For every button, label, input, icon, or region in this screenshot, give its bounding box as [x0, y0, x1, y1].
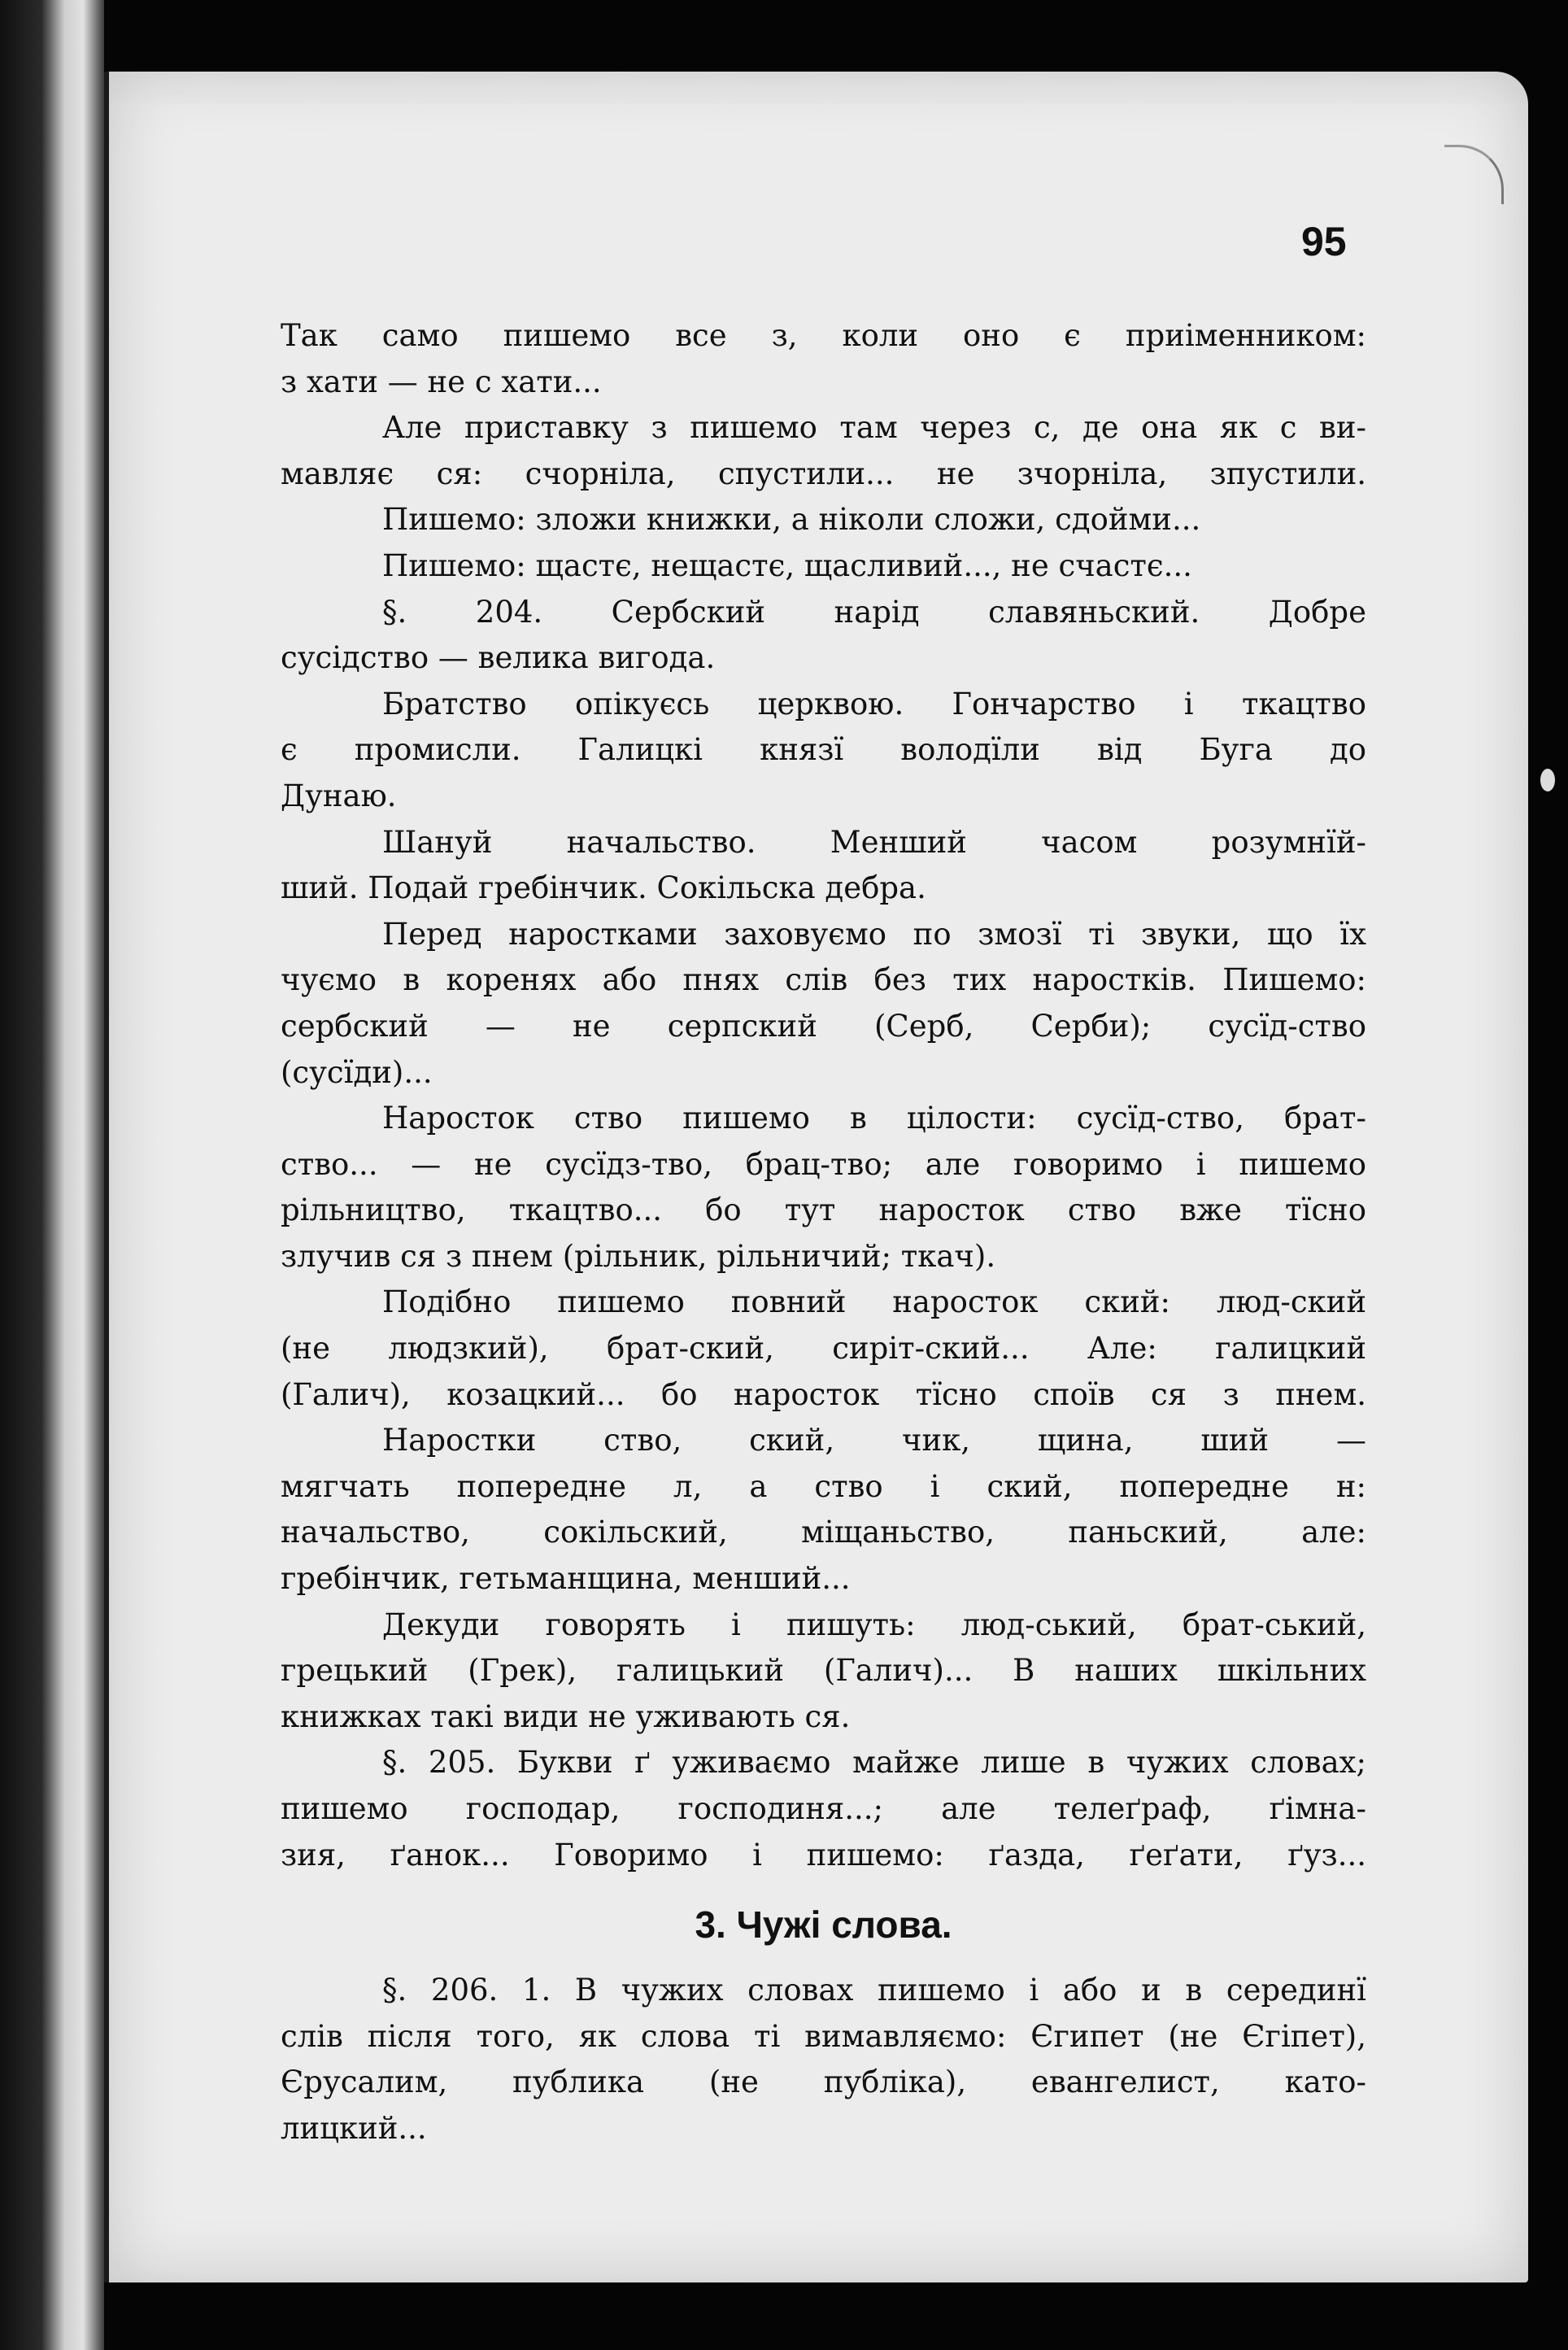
text-line: Шануй начальство. Менший часом розумнїй- — [382, 824, 1366, 860]
text-line: ство... — не сусїдз-тво, брац-тво; але говоримо і пишемо — [281, 1146, 1366, 1182]
text-line: Наросток ство пишемо в цілости: сусїд-ство, брат- — [382, 1101, 1366, 1136]
text-line: гребінчик, гетьманщина, менший... — [281, 1561, 851, 1597]
chapter-heading: 3. Чужі слова. — [695, 1903, 952, 1947]
text-line: чуємо в коренях або пнях слів без тих наростків. Пишемо: — [281, 962, 1366, 998]
text-line: слів після того, як слова ті вимавляємо: Єгипет (не Єгіпет), — [281, 2018, 1366, 2054]
text-line: є промисли. Галицкі князї володїли від Буга до — [281, 732, 1366, 768]
section-heading-204: §. 204. Сербский нарід славяньский. Добре — [382, 594, 1366, 630]
text-line: Перед наростками заховуємо по змозї ті звуки, що їх — [382, 916, 1366, 952]
text-line: Єрусалим, публика (не публіка), евангелист, като- — [281, 2064, 1366, 2100]
text-line: Пишемо: щастє, нещастє, щасливий..., не счастє... — [382, 547, 1192, 583]
text-line: рільництво, ткацтво... бо тут наросток ство вже тїсно — [281, 1192, 1366, 1228]
text-line: зия, ґанок... Говоримо і пишемо: ґазда, ґеґати, ґуз... — [281, 1837, 1366, 1873]
text-line: (Галич), козацкий... бо наросток тїсно споїв ся з пнем. — [281, 1376, 1366, 1412]
text-line: Братство опікуєсь церквою. Гончарство і ткацтво — [382, 686, 1366, 722]
text-line: (не людзкий), брат-ский, сиріт-ский... Але: галицкий — [281, 1331, 1366, 1367]
scan-artifact — [1540, 769, 1555, 791]
text-line: Але приставку з пишемо там через с, де она як с ви- — [382, 410, 1366, 446]
section-heading-206: §. 206. 1. В чужих словах пишемо і або и в серединї — [382, 1973, 1366, 2008]
text-line: сербский — не серпский (Серб, Серби); сусїд-ство — [281, 1008, 1366, 1044]
text-line: злучив ся з пнем (рільник, рільничий; ткач). — [281, 1238, 996, 1274]
text-line: Дунаю. — [281, 778, 397, 813]
text-line: пишемо господар, господиня...; але телеґраф, ґімна- — [281, 1791, 1366, 1826]
text-line: Так само пишемо все з, коли оно є приіменником: — [281, 318, 1366, 353]
text-line: ший. Подай гребінчик. Сокільска дебра. — [281, 870, 926, 906]
text-line: начальство, сокільский, міщаньство, паньский, але: — [281, 1515, 1366, 1550]
text-line: Пишемо: зложи книжки, а ніколи сложи, сдойми... — [382, 502, 1201, 538]
text-line: книжках такі види не уживають ся. — [281, 1698, 851, 1734]
section-heading-205: §. 205. Букви ґ уживаємо майже лише в чужих словах; — [382, 1745, 1366, 1781]
text-line: Декуди говорять і пишуть: люд-ський, брат-ський, — [382, 1607, 1366, 1642]
text-line: Наростки ство, ский, чик, щина, ший — — [382, 1423, 1366, 1458]
scan-margin — [0, 0, 104, 2350]
page-number: 95 — [1301, 219, 1347, 264]
text-line: мавляє ся: счорніла, спустили... не зчорніла, зпустили. — [281, 456, 1366, 491]
text-line: (сусїди)... — [281, 1054, 433, 1090]
text-line: сусідство — велика вигода. — [281, 640, 716, 676]
page-corner-fold — [1444, 145, 1504, 204]
text-line: грецький (Грек), галицький (Галич)... В наших шкільних — [281, 1653, 1366, 1689]
page-text — [281, 313, 1366, 2152]
text-line: з хати — не с хати... — [281, 364, 602, 399]
text-line: Подібно пишемо повний наросток ский: люд-ский — [382, 1284, 1366, 1320]
text-line: лицкий... — [281, 2110, 427, 2146]
text-line: мягчать попередне л, а ство і ский, попередне н: — [281, 1468, 1366, 1504]
